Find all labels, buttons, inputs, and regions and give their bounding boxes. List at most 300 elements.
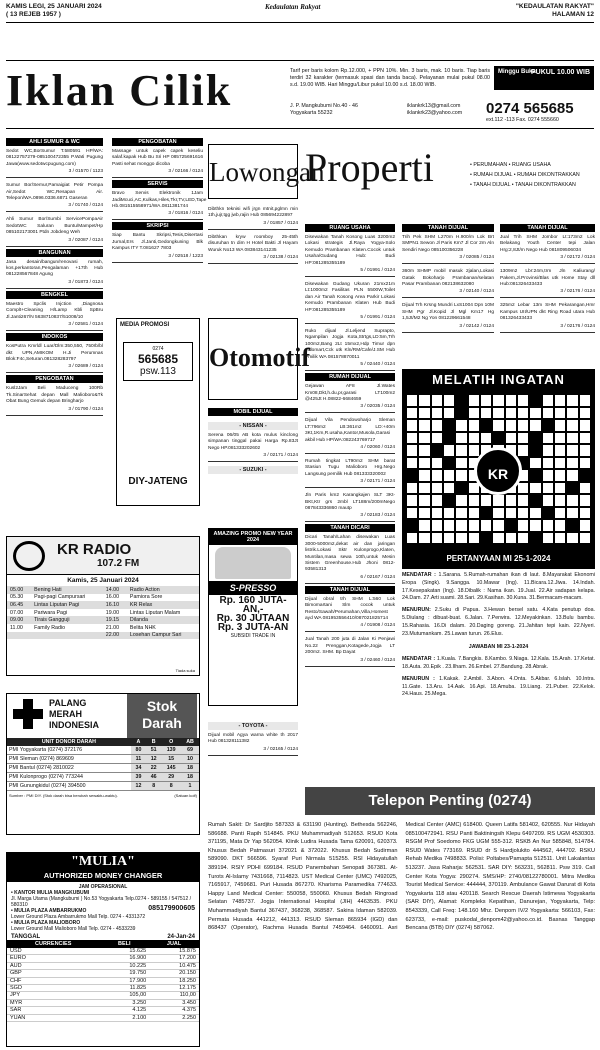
crossword-cell[interactable] <box>529 519 541 532</box>
crossword-cell[interactable] <box>480 494 492 507</box>
ad-code: 3 / 02518 / 1223 <box>112 254 203 263</box>
classified-ad: KosPutra Kmrldl Luar/Dlm:350,550, 750rb/bl dkt UPN,AMIKOM H.Ji Perumnas Blok:F4c,Seturan.081328283797 <box>6 344 103 362</box>
crossword-cell[interactable] <box>480 507 492 520</box>
pmi-note <box>7 791 199 800</box>
tariff-info: Tarif per baris kolom Rp.12.000, + PPN 10%. Min. 3 baris, mak. 10 baris. Tiap baris terdiri 32 karakter (termasuk spasi dan tanda baca). Pelayanan mulai pukul 08.00 s.d. 19.00 WIB. Hari Minggu/Libur pukul 10.00 s.d. 18.00 WIB. <box>290 68 490 88</box>
currency-cell: YUAN <box>7 1014 99 1021</box>
crossword-cell[interactable] <box>579 419 591 432</box>
classified-ad: Massage untuk capek capek keseliu salaf.kapak Hub Bu Sri HP 085725691616 Pasti sehat monggo dicoba <box>112 149 203 167</box>
crossword-cell[interactable] <box>579 394 591 407</box>
crossword-cell[interactable] <box>431 507 443 520</box>
phone-number: 0274 565685 <box>486 100 574 117</box>
pmi-cell: 29 <box>161 773 181 782</box>
crossword-cell[interactable] <box>406 507 418 520</box>
crossword-cell[interactable] <box>480 519 492 532</box>
section-header: INDOKOS <box>6 333 103 341</box>
crossword-cell[interactable] <box>406 432 418 445</box>
currency-cell: USD <box>7 948 99 955</box>
crossword-cell[interactable] <box>579 507 591 520</box>
pmi-col-header: B <box>146 738 161 746</box>
radio-cell: Family Radio <box>34 624 66 631</box>
crossword-cell[interactable] <box>517 444 529 457</box>
crossword-cell[interactable] <box>443 519 455 532</box>
telepon-penting-title: Telepon Penting (0274) <box>305 787 595 815</box>
crossword-cell[interactable] <box>418 394 430 407</box>
currency-cell: 4.125 <box>99 1007 149 1014</box>
crossword-cell[interactable] <box>554 494 566 507</box>
branch-3-addr: Lower Ground Mall Malioboro Mall Telp. 0274 - 4533239 <box>11 926 136 932</box>
crossword-cell[interactable] <box>542 532 554 545</box>
kr-radio-schedule <box>6 536 200 676</box>
radio-cell: KR Relax <box>129 601 153 608</box>
radio-cell: 07.00 <box>10 609 24 616</box>
crossword-cell[interactable] <box>542 482 554 495</box>
crossword-cell[interactable] <box>579 494 591 507</box>
crossword-cell[interactable] <box>443 457 455 470</box>
crossword-cell[interactable] <box>579 457 591 470</box>
crossword-cell[interactable] <box>542 407 554 420</box>
crossword-cell[interactable] <box>468 419 480 432</box>
crossword-cell[interactable] <box>566 507 578 520</box>
crossword-cell[interactable] <box>418 494 430 507</box>
crossword-cell[interactable] <box>566 457 578 470</box>
crossword-cell[interactable] <box>505 532 517 545</box>
crossword <box>402 369 595 549</box>
pmi-header <box>7 694 199 738</box>
radio-row <box>7 601 199 609</box>
crossword-cell[interactable] <box>455 494 467 507</box>
crossword-cell[interactable] <box>492 507 504 520</box>
crossword-cell[interactable] <box>505 394 517 407</box>
crossword-cell[interactable] <box>529 419 541 432</box>
currency-cell: 16.900 <box>99 955 149 962</box>
pmi-cell: 69 <box>181 746 199 755</box>
pmi-name <box>49 698 99 731</box>
crossword-cell[interactable] <box>455 532 467 545</box>
menurun-label: MENURUN: <box>402 607 431 614</box>
currency-row <box>7 977 199 984</box>
crossword-cell[interactable] <box>542 469 554 482</box>
crossword-cell[interactable] <box>406 494 418 507</box>
radio-name: KR RADIO <box>57 541 132 558</box>
pmi-table <box>7 738 199 791</box>
radio-cell: 11.00 <box>10 624 23 631</box>
crossword-cell[interactable] <box>406 469 418 482</box>
prop-cat-1: • PERUMAHAN • RUANG USAHA <box>470 162 551 168</box>
crossword-cell[interactable] <box>468 432 480 445</box>
crossword-cell[interactable] <box>418 457 430 470</box>
radio-row <box>7 586 199 594</box>
crossword-cell[interactable] <box>492 407 504 420</box>
crossword-cell[interactable] <box>468 507 480 520</box>
column-6 <box>500 224 595 335</box>
crossword-cell[interactable] <box>529 532 541 545</box>
crossword-cell[interactable] <box>579 407 591 420</box>
currency-row <box>7 962 199 969</box>
crossword-cell[interactable] <box>480 394 492 407</box>
crossword-cell[interactable] <box>579 532 591 545</box>
crossword-cell[interactable] <box>554 457 566 470</box>
crossword-cell[interactable] <box>542 494 554 507</box>
crossword-cell[interactable] <box>468 394 480 407</box>
radio-cell: Losehan Campur Sari <box>129 632 182 639</box>
crossword-cell[interactable] <box>554 482 566 495</box>
pmi-name-2: MERAH <box>49 709 82 719</box>
crossword-cell[interactable] <box>455 482 467 495</box>
crossword-cell[interactable] <box>443 444 455 457</box>
ad-code: 3 / 02171 / 0124 <box>305 479 395 488</box>
crossword-cell[interactable] <box>431 394 443 407</box>
crossword-cell[interactable] <box>542 394 554 407</box>
crossword-cell[interactable] <box>480 419 492 432</box>
crossword-cell[interactable] <box>566 494 578 507</box>
section-header: TANAH DIJUAL <box>305 586 395 594</box>
crossword-cell[interactable] <box>455 394 467 407</box>
ad-code: 3 / 01790 / 0124 <box>6 407 103 416</box>
crossword-cell[interactable] <box>517 419 529 432</box>
crossword-cell[interactable] <box>517 407 529 420</box>
crossword-cell[interactable] <box>492 494 504 507</box>
crossword-cell[interactable] <box>443 419 455 432</box>
pmi-cell: 46 <box>146 773 161 782</box>
radio-cell <box>7 632 31 640</box>
pmi-col-header: AB <box>181 738 199 746</box>
column-5 <box>402 224 494 335</box>
crossword-cell[interactable] <box>517 432 529 445</box>
crossword-cell[interactable] <box>529 469 541 482</box>
radio-cell <box>31 632 103 640</box>
crossword-cell[interactable] <box>418 469 430 482</box>
crossword-cell[interactable] <box>418 507 430 520</box>
crossword-cell[interactable] <box>431 419 443 432</box>
crossword-cell[interactable] <box>443 507 455 520</box>
price-3: Rp. 3 JUTA-AN <box>217 622 289 633</box>
section-header: BANGUNAN <box>6 249 103 257</box>
currency-cell: 10.225 <box>99 962 149 969</box>
menurun-clues: 2.Suku di Papua. 3.Hewan bersel satu. 4.Kata penutup doa. 5.Diulang : dibuat-buat. 6.Jalan. 7.Perwira. 12.Meyakinkan. 13.Bulu bambu. 15.Rahasia. 16.Di dalam. 20.Daging goreng. 21.Jahitan tepi kain. 22.Nyeri. 23.Mutumankam. 25.Lawan turun. 26.Elus. <box>402 607 595 637</box>
crossword-cell[interactable] <box>418 444 430 457</box>
crossword-cell[interactable] <box>579 444 591 457</box>
currency-cell: 2.100 <box>99 1014 149 1021</box>
crossword-cell[interactable] <box>480 432 492 445</box>
crossword-cell[interactable] <box>455 507 467 520</box>
crossword-cell[interactable] <box>455 457 467 470</box>
crossword-cell[interactable] <box>431 457 443 470</box>
crossword-cell[interactable] <box>579 469 591 482</box>
radio-cell: 21.00 <box>105 624 120 631</box>
currency-cell: 3.450 <box>149 999 199 1006</box>
crossword-cell[interactable] <box>566 407 578 420</box>
crossword-cell[interactable] <box>406 444 418 457</box>
radio-row <box>7 616 199 624</box>
crossword-cell[interactable] <box>468 494 480 507</box>
crossword-cell[interactable] <box>431 432 443 445</box>
classified-ad: Sumur Bor/Semur,Pamaigiat Petir Pompa Air,Sedot WC,Resapan Air. Telepon/WA.0896.0336.6871 Gaseran <box>6 183 103 202</box>
classified-ad: Dijual Trh Krsng Mundri LxS1004 Dpn 10M SHM Pgr Jl.Kopid Jl Mgl Km17 Hg 1,5Jt/M2 Ng Yon 081229661548 <box>402 303 494 322</box>
address-line1: J. P. Mangkubumi No.40 - 46 <box>290 103 358 109</box>
crossword-cell[interactable] <box>431 519 443 532</box>
currency-cell: 20.150 <box>149 970 199 977</box>
car-model: S-PRESSO <box>209 581 297 595</box>
crossword-cell[interactable] <box>566 394 578 407</box>
crossword-cell[interactable] <box>554 507 566 520</box>
classified-ad: Sedot WC,BorSumur T.580591 HP/WA: 08122757279-085100472355 P.Wati Pugung Jawa(www.sedotwcpugung.com) <box>6 149 103 167</box>
ad-code: 3 / 02176 / 0124 <box>500 324 595 333</box>
currency-cell: 15.625 <box>99 948 149 955</box>
crossword-cell[interactable] <box>566 519 578 532</box>
telepon-penting-list: Rumah Sakit: Dr Sardjito 587333 & 631190 (Hunting). Bethesda 562246, 586688. Panti Rapih 514845. PKU Muhammadiyah 512653. RSUD Kota 371195, Mata Dr Yap 562054. Klinik Ludira Husada Tama 620091, 620373. Khusus Bedah Patmasuri 372021 & 372022. Khusus Bedah Sudirman 589090. DKT 566596. Syaraf Puri Nirmala 515255. RSI Hidayatullah 389194. RSIY PDHI 699184. RSUD Panembahan Senopati 367381. At-Turots Al-Islamy 7431668, 7114823. UST Medical Center (UMC) 7492025, 7165917, 7459681. Puri Husada 867270. Kharisma Paramedika 774633. Happy Land Medical Center: 550058, 550060. Khusus Bedah Ringroad Selatan 7485737. Jogja International Hospital (JIH) 4463535. PKU Muhammadiyah Bantul 367437, 368238, 368587. Sakina Idaman 582039. Permata Husada 441212, 441313. RSUD Sleman 865934 (IGD) dan 868437 (Operator), Rachma Husada Bantul 7459464. 6460091. Asri Medical Center (AMC) 618400. Queen Latifa 581402, 620555. Nur Hidayah 085100472941. RSU Panti Baktiningsih Klepu 6497209. RS UGM 4530303. RSGM Prof Soedomo FKG UGM 555-312. RSKB An Nur 585848, 514784. RSUD Wates 773169. RSUD dr S Hardjolukito 444562, 444702. RSKU Rehab Medika 7498833. Polisi: Poltabes/Pamapta 512511. Unit Lakalantas 513237. Jasa Raharja: 562531. SAR DIY: 563231, 562811. Psw 319. Call Center Kota Yogya: 290274. SMS/HP: 2740/08122780001. Mitra Medika Tourist Medical Service: 444444, 370119. Ambulance Gawat Darurat di Kota Yogyakarta 118 atau 420118. Search Rescue Daerah Istimewa Yogyakarta (SAR DIY), Alamat: Kompleks Kepatihan, Danurejan, Yogyakarta, Telp: 8543339, Call Freq: 148.160 Mhz. Denpom IV/2 Yogyakarta: 566103, Fax: 623733, e-mail: puskodal_denpom42@yahoo.co.id. Basnas Tanggap Bencana (BTB) DIY (0274) 587062. <box>208 822 595 932</box>
crossword-cell[interactable] <box>406 457 418 470</box>
classified-ad: Siap Bantu Skripsi,Tesis,Disertasi Jurnal,Ers Jl.Janti,Gedongkuning Blk Kampus ITY T.081627 7803 <box>112 233 203 252</box>
address-line2: Yogyakarta 55232 <box>290 110 333 116</box>
otomotif-title: Otomotif <box>208 318 298 400</box>
crossword-cell[interactable] <box>542 444 554 457</box>
crossword-cell[interactable] <box>505 507 517 520</box>
crossword-cell[interactable] <box>554 394 566 407</box>
radio-row <box>7 624 199 632</box>
kr-logo-icon: KR <box>474 447 522 495</box>
crossword-cell[interactable] <box>517 394 529 407</box>
ad-code: 3 / 02460 / 0124 <box>305 658 395 667</box>
crossword-cell[interactable] <box>542 507 554 520</box>
j-menurun-answers: 1.Kakak. 2.Ambil. 3.Abon. 4.Onta. 5.Akbar. 6.Islah. 10.Intra. 11.Gate. 13.Aru. 14.Aak. 16.Api. 18.Amuba. 19.Liang. 21.Puber. 22.Kelok. 24.Haus. 25.Mega. <box>402 675 596 698</box>
crossword-cell[interactable] <box>517 507 529 520</box>
crossword-cell[interactable] <box>443 482 455 495</box>
crossword-cell[interactable] <box>505 432 517 445</box>
crossword-cell[interactable] <box>542 457 554 470</box>
crossword-cell[interactable] <box>492 532 504 545</box>
crossword-cell[interactable] <box>431 444 443 457</box>
crossword-cell[interactable] <box>554 407 566 420</box>
crossword-cell[interactable] <box>431 407 443 420</box>
crossword-cell[interactable] <box>554 419 566 432</box>
crossword-cell[interactable] <box>542 419 554 432</box>
crossword-cell[interactable] <box>529 444 541 457</box>
crossword-cell[interactable] <box>455 519 467 532</box>
crossword-cell[interactable] <box>529 394 541 407</box>
header-date <box>6 3 102 19</box>
crossword-cell[interactable] <box>554 444 566 457</box>
currency-cell: EURO <box>7 955 99 962</box>
crossword-cell[interactable] <box>468 444 480 457</box>
currency-cell: 12.175 <box>149 985 199 992</box>
crossword-cell[interactable] <box>529 407 541 420</box>
crossword-cell[interactable] <box>505 419 517 432</box>
crossword-cell[interactable] <box>406 519 418 532</box>
email-2[interactable]: iklankrk23@yahoo.com <box>407 110 463 116</box>
crossword-cell[interactable] <box>554 532 566 545</box>
crossword-cell[interactable] <box>566 482 578 495</box>
prop-cat-2: • RUMAH DIJUAL • RUMAH DIKONTRAKKAN <box>470 172 580 178</box>
currency-cell: AUD <box>7 962 99 969</box>
pmi-note-text: Sumber : PMI DIY. (Stok darah bisa berubah sewaktu-waktu). <box>9 793 118 798</box>
crossword-cell[interactable] <box>455 419 467 432</box>
crossword-cell[interactable] <box>529 507 541 520</box>
crossword-cell[interactable] <box>418 407 430 420</box>
currency-row <box>7 948 199 955</box>
crossword-cell[interactable] <box>455 432 467 445</box>
crossword-cell[interactable] <box>480 407 492 420</box>
darah-word: Darah <box>142 715 182 731</box>
tanggal-label: TANGGAL <box>11 934 41 940</box>
crossword-cell[interactable] <box>443 494 455 507</box>
whatsapp-number: 085179900605 <box>148 905 195 912</box>
radio-cell: Pamiora Sore <box>129 594 163 601</box>
crossword-cell[interactable] <box>443 407 455 420</box>
classified-ad: 1309m2 Lbr:24m,trm Jln Kaliurang/ Pakem,Jl.Provinsi/Blas utk Home Stay dll Hub:081326433433 <box>500 269 595 288</box>
crossword-cell[interactable] <box>431 532 443 545</box>
email-1[interactable]: iklankrk13@gmail.com <box>407 103 461 109</box>
toyota-header: - TOYOTA - <box>208 722 298 730</box>
classified-ad: Dicari Tanah/Lahan disewakan Luas 3000-5000m2,dekat air dan jaringan listrik.Lokasi Sktr Kulonprogo,Klaten, Muntilan,masa sewa 10th,untuk Mesin Sistem Greenhouse.Hub Jhoni 0812-93581313 <box>305 535 395 573</box>
crossword-cell[interactable] <box>455 469 467 482</box>
mulia-branches <box>7 882 199 934</box>
crossword-cell[interactable] <box>505 494 517 507</box>
price-2: Rp. 30 JUTAAN <box>216 613 290 624</box>
pmi-row <box>7 746 199 755</box>
pmi-cell: 12 <box>146 755 161 764</box>
classified-ad: 325m2 Lebar 13m SHM Pekarangan,Hmr Kampus UII/UPN dkt Ring Road utara Hub 081326433433 <box>500 303 595 322</box>
ad-code: 3 / 02581 / 0124 <box>6 322 103 331</box>
crossword-cell[interactable] <box>443 394 455 407</box>
pmi-cell: 18 <box>181 773 199 782</box>
crossword-cell[interactable] <box>566 469 578 482</box>
crossword-cell[interactable] <box>406 532 418 545</box>
crossword-cell[interactable] <box>406 419 418 432</box>
crossword-cell[interactable] <box>455 444 467 457</box>
crossword-cell[interactable] <box>431 494 443 507</box>
crossword-cell[interactable] <box>492 394 504 407</box>
crossword-cell[interactable] <box>431 482 443 495</box>
stok-darah-label <box>127 694 197 738</box>
crossword-cell[interactable] <box>554 519 566 532</box>
ad-code: 5 / 02440 / 0124 <box>305 362 395 371</box>
currency-cell: 15.875 <box>149 948 199 955</box>
ad-code: 5 / 01991 / 0124 <box>305 268 395 277</box>
crossword-cell[interactable] <box>418 519 430 532</box>
j-mendatar-label: MENDATAR : <box>402 656 436 663</box>
classified-ad: Rumah tingkat LT90m2 SHM barat Stasiun Tugu Malioboro Hrg.Nego Langsung pemilik Hub 081333320002 <box>305 458 395 477</box>
crossword-cell[interactable] <box>554 432 566 445</box>
currency-table <box>7 940 199 1022</box>
date-text: KAMIS LEGI, 25 JANUARI 2024 <box>6 3 102 10</box>
crossword-cell[interactable] <box>579 519 591 532</box>
crossword-cell[interactable] <box>418 419 430 432</box>
crossword-cell[interactable] <box>529 457 541 470</box>
crossword-cell[interactable] <box>431 469 443 482</box>
pmi-cell: PMI Bantul (0274) 2810022 <box>7 764 131 773</box>
crossword-cell[interactable] <box>566 432 578 445</box>
crossword-cell[interactable] <box>542 519 554 532</box>
classified-ad: Jual Trih SHM Jombor Lt:173m2 Lok Belakang Youth Center tepi Jalan Hrg:2,8Jt/m Nego Hub 081809506034 <box>500 235 595 253</box>
crossword-cell[interactable] <box>443 432 455 445</box>
crossword-cell[interactable] <box>468 407 480 420</box>
crossword-cell[interactable] <box>517 519 529 532</box>
crossword-cell[interactable] <box>566 532 578 545</box>
properti-title: Properti <box>305 145 434 190</box>
ad-code: 3 / 01570 / 1123 <box>6 169 103 178</box>
pmi-cell: PMI Kulonprogo (0274) 773244 <box>7 773 131 782</box>
crossword-cell[interactable] <box>554 469 566 482</box>
crossword-cell[interactable] <box>517 482 529 495</box>
currency-cell: 17.200 <box>149 955 199 962</box>
header-page <box>516 3 594 19</box>
phone-block <box>486 100 596 123</box>
paper-name: "KEDAULATAN RAKYAT" <box>515 3 594 10</box>
lowongan-title: Lowongan <box>208 144 298 199</box>
crossword-cell[interactable] <box>443 532 455 545</box>
pmi-cell: 139 <box>161 746 181 755</box>
crossword-cell[interactable] <box>529 494 541 507</box>
ad-code: 6 / 02167 / 0124 <box>305 575 395 584</box>
crossword-cell[interactable] <box>418 432 430 445</box>
crossword-cell[interactable] <box>566 419 578 432</box>
classified-ad: Jual Tanah 200 juta di Jalan Ki Penjawi No.22 Prenggan,Kotagede,Jogja LT 200m2. SHM. Bp Dayat <box>305 637 395 656</box>
crossword-cell[interactable] <box>505 519 517 532</box>
crossword-cell[interactable] <box>529 482 541 495</box>
crossword-cell[interactable] <box>579 482 591 495</box>
pmi-cell: 80 <box>131 746 146 755</box>
crossword-cell[interactable] <box>517 532 529 545</box>
crossword-cell[interactable] <box>418 482 430 495</box>
ad-code: 3 / 01816 / 0124 <box>112 211 203 220</box>
masthead: Kedaulatan Rakyat <box>265 3 321 11</box>
crossword-cell[interactable] <box>517 494 529 507</box>
ad-code: 3 / 01873 / 0124 <box>6 280 103 289</box>
crossword-cell[interactable] <box>468 532 480 545</box>
crossword-cell[interactable] <box>542 432 554 445</box>
classified-ad: Dijual obral trh SHM L:560 Lok Bimomartani Slm cocok untuk Resto/Sawah/Perumahan,Villa,Homest ayd WA 081953556410/087021825714 <box>305 596 395 622</box>
currency-cell: 11.825 <box>99 985 149 992</box>
crossword-cell[interactable] <box>529 432 541 445</box>
crossword-cell[interactable] <box>579 432 591 445</box>
ad-code: 3 / 01857 / 0124 <box>208 221 298 230</box>
radio-cell: 14.00 <box>105 586 120 593</box>
badge-right: PUKUL 10.00 WIB <box>531 69 590 76</box>
crossword-cell[interactable] <box>480 532 492 545</box>
crossword-cell[interactable] <box>492 519 504 532</box>
car-ad-head: AMAZING PROMO NEW YEAR 2024 <box>209 529 297 545</box>
classified-ad: Dijual mobil Agya warna white th 2017 Hub 081328111382 <box>208 733 298 745</box>
crossword-cell[interactable] <box>406 407 418 420</box>
pmi-cell: 10 <box>181 755 199 764</box>
crossword-cell[interactable] <box>443 469 455 482</box>
crossword-cell[interactable] <box>468 519 480 532</box>
classified-ad: 360m SHMP mobil masuk 2jalan,Lokasi Gatak Bokoharjo Prambanan/selatan Pasar Prambanan 082138632080 <box>402 269 494 288</box>
crossword-cell[interactable] <box>455 407 467 420</box>
crossword-cell[interactable] <box>406 482 418 495</box>
currency-cell: 18.250 <box>149 977 199 984</box>
tanggal-value: 24-Jan-24 <box>167 934 195 940</box>
crossword-cell[interactable] <box>418 532 430 545</box>
currency-cell: GBP <box>7 970 99 977</box>
ad-code: 3 / 02172 / 0124 <box>500 255 595 264</box>
car-promo-ad <box>208 528 298 706</box>
crossword-cell[interactable] <box>492 419 504 432</box>
crossword-cell[interactable] <box>505 407 517 420</box>
car-image <box>215 547 291 579</box>
section-header: BENGKEL <box>6 291 103 299</box>
crossword-question-title: PERTANYAAN MI 25-1-2024 <box>402 549 595 569</box>
crossword-cell[interactable] <box>406 394 418 407</box>
currency-cell: 10.475 <box>149 962 199 969</box>
crossword-cell[interactable] <box>566 444 578 457</box>
crossword-cell[interactable] <box>492 432 504 445</box>
ad-code: 5 / 01991 / 0124 <box>305 315 395 324</box>
rejeb-text: ( 13 REJEB 1957 ) <box>6 11 61 18</box>
ad-code: 3 / 02140 / 0124 <box>402 289 494 298</box>
pmi-cell: PMI Sleman (0274) 869609 <box>7 755 131 764</box>
